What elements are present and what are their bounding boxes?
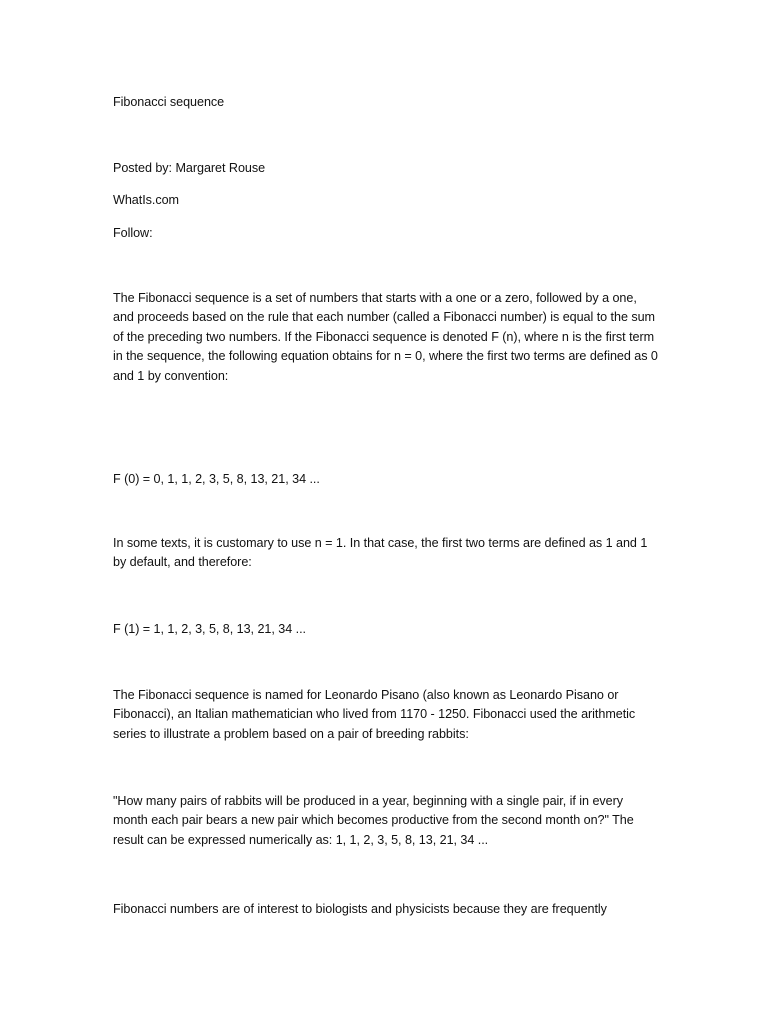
equation-f1: F (1) = 1, 1, 2, 3, 5, 8, 13, 21, 34 ... [113,622,306,636]
follow-label: Follow: [113,226,153,240]
customary-paragraph: In some texts, it is customary to use n = 1. In that case, the first two terms are defined as 1 and 1 by default, and therefore: [113,536,648,570]
document-title: Fibonacci sequence [113,95,225,109]
source-name: WhatIs.com [113,193,179,207]
interest-paragraph: Fibonacci numbers are of interest to biologists and physicists because they are frequently [113,902,607,916]
named-for-paragraph: The Fibonacci sequence is named for Leonardo Pisano (also known as Leonardo Pisano or Fibonacci), an Italian mathematician who lived from 1170 - 1250. Fibonacci used the arithmetic series to illustrate a problem based on a pair of breeding rabbits: [113,688,636,741]
equation-f0: F (0) = 0, 1, 1, 2, 3, 5, 8, 13, 21, 34 ... [113,472,320,486]
rabbits-quote-paragraph: "How many pairs of rabbits will be produced in a year, beginning with a single pair, if in every month each pair bears a new pair which becomes productive from the second month on?" The result can be expressed numerically as: 1, 1, 2, 3, 5, 8, 13, 21, 34 ... [113,794,634,847]
intro-paragraph: The Fibonacci sequence is a set of numbers that starts with a one or a zero, followed by a one, and proceeds based on the rule that each number (called a Fibonacci number) is equal to the sum of the preceding two numbers. If the Fibonacci sequence is denoted F (n), where n is the first term in the sequence, the following equation obtains for n = 0, where the first two terms are defined as 0 and 1 by convention: [113,291,658,383]
author-byline: Posted by: Margaret Rouse [113,161,266,175]
